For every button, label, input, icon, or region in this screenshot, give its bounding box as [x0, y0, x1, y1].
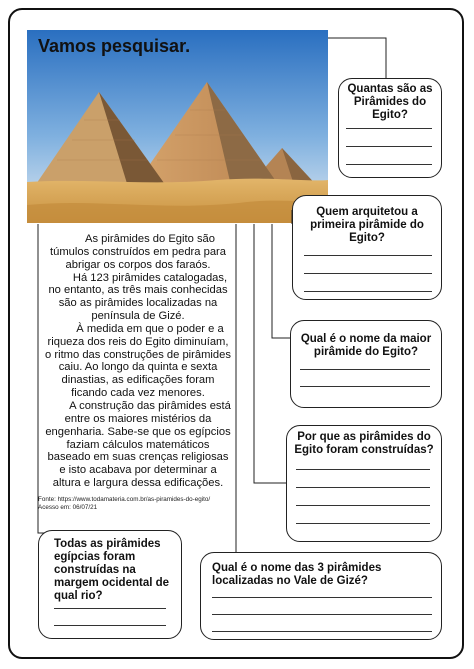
answer-line[interactable]	[304, 255, 432, 256]
answer-line[interactable]	[346, 128, 432, 129]
answer-line[interactable]	[54, 625, 166, 626]
question-3-text: Qual é o nome da maior pirâmide do Egito?	[300, 333, 432, 358]
answer-line[interactable]	[212, 631, 432, 632]
question-1-text: Quantas são as Pirâmides do Egito?	[347, 83, 433, 121]
question-4-text: Por que as pirâmides do Egito foram construídas?	[294, 431, 434, 456]
worksheet-title: Vamos pesquisar.	[38, 36, 191, 56]
answer-line[interactable]	[296, 469, 430, 470]
answer-line[interactable]	[304, 273, 432, 274]
answer-line[interactable]	[304, 291, 432, 292]
paragraph: À medida em que o poder e a riqueza dos reis do Egito diminuíam, o ritmo das construções de pirâmides caiu. Ao longo da quinta e sexta dinastias, as edificações foram ficando cada vez menores.	[45, 322, 231, 400]
answer-line[interactable]	[296, 505, 430, 506]
question-5-text: Todas as pirâmides egípcias foram construídas na margem ocidental de qual rio?	[54, 538, 170, 602]
access-date: Acesso em: 06/07/21	[38, 503, 98, 511]
answer-line[interactable]	[54, 608, 166, 609]
question-6-text: Qual é o nome das 3 pirâmides localizadas no Vale de Gizé?	[212, 562, 382, 587]
answer-line[interactable]	[212, 614, 432, 615]
answer-line[interactable]	[300, 386, 430, 387]
article-text	[44, 233, 232, 490]
question-2-text: Quem arquitetou a primeira pirâmide do Egito?	[310, 206, 424, 244]
answer-line[interactable]	[346, 164, 432, 165]
answer-line[interactable]	[300, 369, 430, 370]
paragraph: Há 123 pirâmides catalogadas, no entanto, as três mais conhecidas são as pirâmides localizadas na península de Gizé.	[48, 271, 228, 323]
source-url: Fonte: https://www.todamateria.com.br/as-piramides-do-egito/	[38, 496, 211, 503]
answer-line[interactable]	[296, 523, 430, 524]
answer-line[interactable]	[346, 146, 432, 147]
answer-line[interactable]	[296, 487, 430, 488]
paragraph: A construção das pirâmides está entre os maiores mistérios da engenharia. Sabe-se que os egípcios faziam cálculos matemáticos baseado em suas crenças religiosas e isto acabava por determinar a altura e largura dessa edificações.	[45, 399, 231, 490]
source-citation	[38, 496, 238, 511]
answer-line[interactable]	[212, 597, 432, 598]
paragraph: As pirâmides do Egito são túmulos construídos em pedra para abrigar os corpos dos faraós.	[50, 233, 226, 271]
